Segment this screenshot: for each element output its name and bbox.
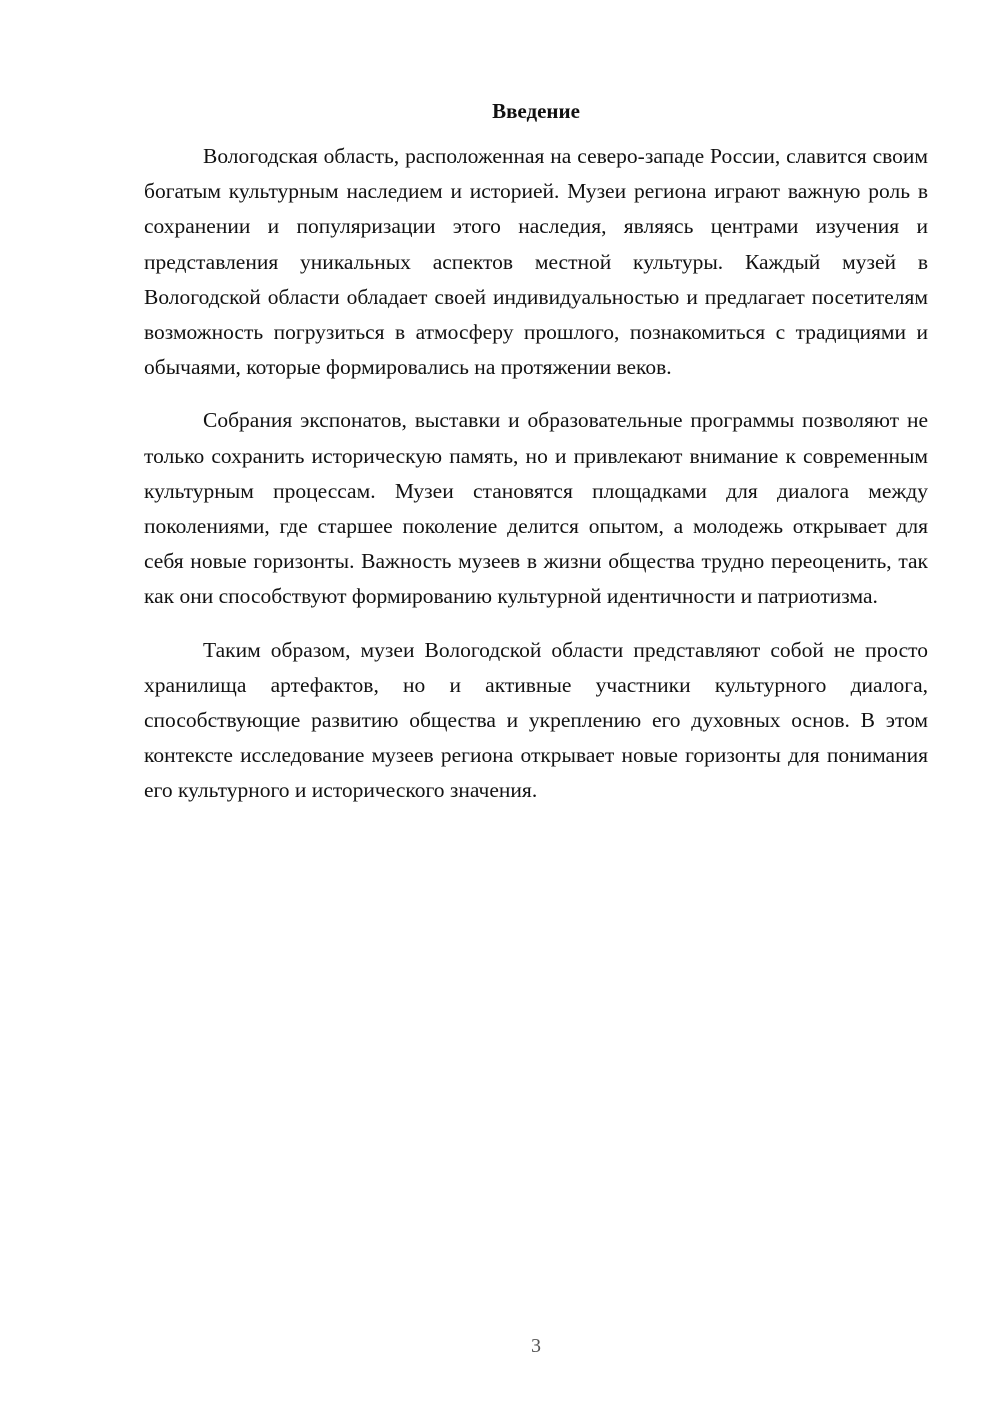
page-number: 3 — [531, 1335, 541, 1357]
section-heading: Введение — [492, 99, 580, 123]
paragraph-3: Таким образом, музеи Вологодской области представляют собой не просто хранилища артефактов, но и активные участники культурного диалога, способствующие развитию общества и укреплению его духовных основ. В этом контексте исследование музеев региона открывает новые горизонты для понимания его культурного и исторического значения. — [144, 637, 928, 803]
paragraph-2: Собрания экспонатов, выставки и образовательные программы позволяют не только сохранить историческую память, но и привлекают внимание к современным культурным процессам. Музеи становятся площадками для диалога между поколениями, где старшее поколение делится опытом, а молодежь открывает для себя новые горизонты. Важность музеев в жизни общества трудно переоценить, так как они способствуют формированию культурной идентичности и патриотизма. — [144, 408, 928, 609]
paragraph-1: Вологодская область, расположенная на северо-западе России, славится своим богатым культурным наследием и историей. Музеи региона играют важную роль в сохранении и популяризации этого наследия, являясь центрами изучения и представления уникальных аспектов местной культуры. Каждый музей в Вологодской области обладает своей индивидуальностью и предлагает посетителям возможность погрузиться в атмосферу прошлого, познакомиться с традициями и обычаями, которые формировались на протяжении веков. — [144, 144, 928, 380]
page-content — [144, 95, 928, 827]
